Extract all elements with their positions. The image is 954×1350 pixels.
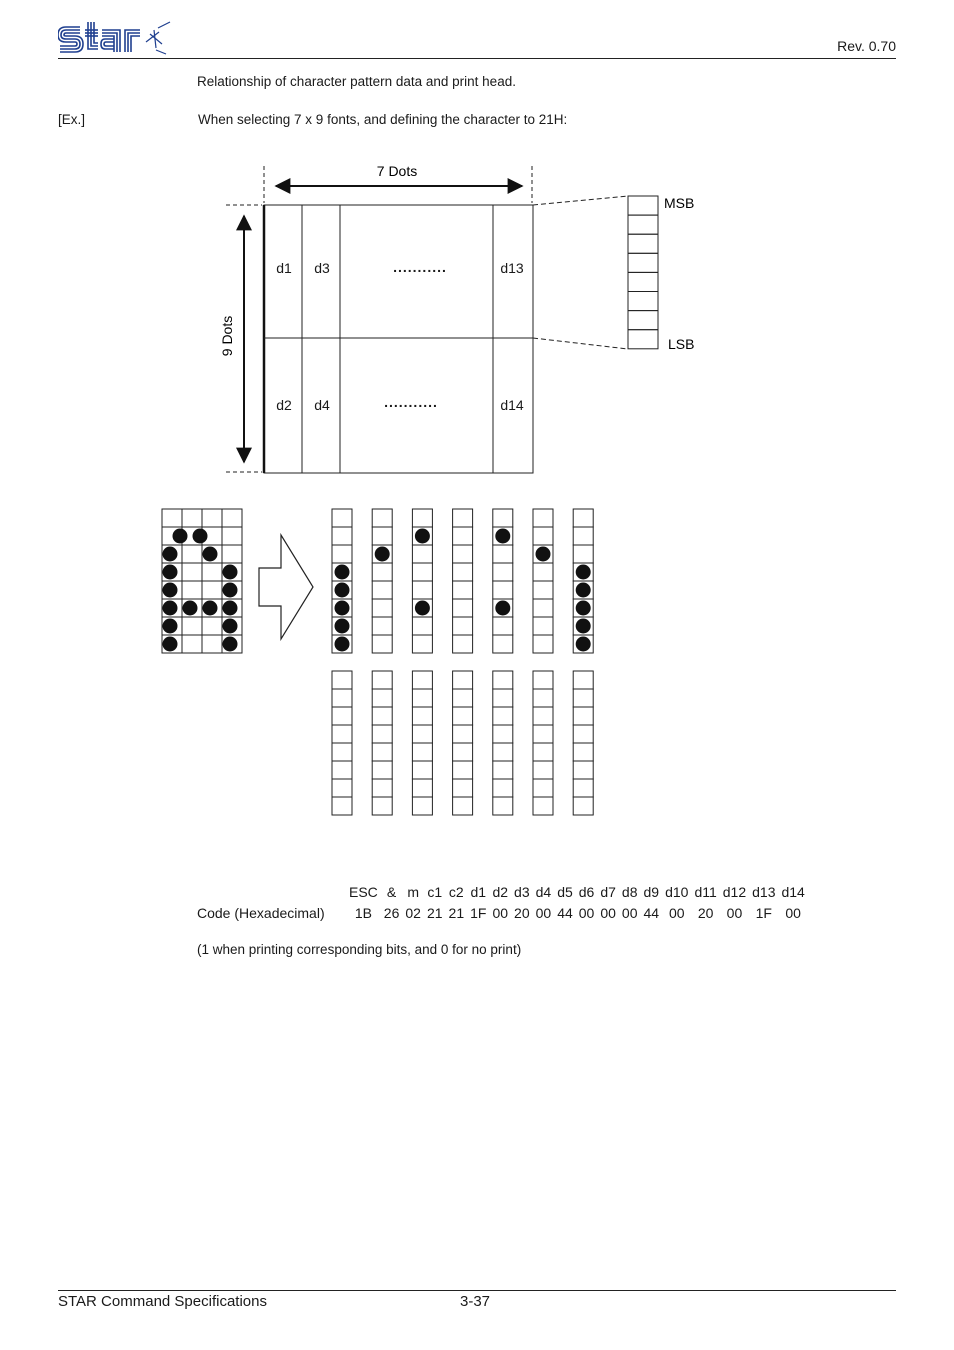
head-cell [493, 545, 513, 563]
bit-cell [628, 272, 658, 291]
bit-cell [628, 215, 658, 234]
command-cell: c1 [427, 883, 443, 900]
head-cell [332, 689, 352, 707]
head-cell [493, 671, 513, 689]
footer-title: STAR Command Specifications [58, 1293, 267, 1310]
hex-cell: 1F [755, 904, 772, 921]
head-cell [453, 797, 473, 815]
glyph-dot [223, 565, 238, 580]
command-cell: d8 [621, 883, 638, 900]
hex-cell: 20 [697, 904, 714, 921]
command-cell: c2 [448, 883, 464, 900]
hex-cell: 44 [643, 904, 660, 921]
head-cell [372, 599, 392, 617]
projection-line-bottom [533, 338, 628, 349]
head-cell [372, 725, 392, 743]
head-dot [576, 601, 591, 616]
glyph-dot [163, 547, 178, 562]
head-dot [536, 547, 551, 562]
hex-cell: 00 [600, 904, 616, 921]
head-cell [332, 797, 352, 815]
hex-cell: 26 [383, 904, 400, 921]
glyph-dot [183, 601, 198, 616]
glyph-dot [163, 637, 178, 652]
head-cell [332, 761, 352, 779]
head-cell [412, 761, 432, 779]
command-cell: d5 [557, 883, 573, 900]
hex-cell: 44 [557, 904, 573, 921]
head-cell [453, 527, 473, 545]
command-cell: d3 [514, 883, 530, 900]
head-cell [412, 743, 432, 761]
head-cell [533, 761, 553, 779]
glyph-cell [182, 545, 202, 563]
head-cell [493, 581, 513, 599]
glyph-dot [223, 601, 238, 616]
head-cell [493, 509, 513, 527]
hex-cell: 00 [492, 904, 509, 921]
hex-cell: 1B [354, 904, 372, 921]
glyph-cell [182, 563, 202, 581]
revision-label: Rev. 0.70 [837, 38, 896, 54]
footer-rule [58, 1290, 896, 1291]
glyph-cell [222, 545, 242, 563]
head-columns-upper [332, 509, 593, 653]
glyph-dot [223, 619, 238, 634]
hex-cell: 00 [535, 904, 552, 921]
head-cell [372, 779, 392, 797]
head-cell [493, 743, 513, 761]
conversion-arrow [259, 535, 313, 639]
head-cell [573, 545, 593, 563]
cell-d4: d4 [314, 397, 330, 413]
glyph-dot [163, 619, 178, 634]
head-cell [372, 581, 392, 599]
glyph-dot [163, 583, 178, 598]
bit-cell [628, 330, 658, 349]
hex-row [197, 902, 808, 923]
head-cell [453, 761, 473, 779]
glyph-dot [173, 529, 188, 544]
head-dot [495, 601, 510, 616]
command-cell: d13 [752, 883, 776, 900]
glyph-cell [202, 509, 222, 527]
head-cell [453, 671, 473, 689]
head-cell [493, 617, 513, 635]
page-number: 3-37 [460, 1293, 491, 1310]
head-cell [573, 671, 593, 689]
head-cell [412, 509, 432, 527]
glyph-dot [163, 601, 178, 616]
head-cell [372, 527, 392, 545]
head-cell [332, 707, 352, 725]
head-cell [332, 779, 352, 797]
glyph-dot [223, 583, 238, 598]
head-cell [533, 797, 553, 815]
head-dot [335, 601, 350, 616]
hex-cell: 21 [448, 904, 465, 921]
hex-cell: 00 [668, 904, 685, 921]
bit-cell [628, 196, 658, 215]
hex-cell: 00 [785, 904, 801, 921]
glyph-dot [203, 547, 218, 562]
head-cell [412, 617, 432, 635]
head-cell [372, 509, 392, 527]
head-cell [453, 779, 473, 797]
command-row-label-spacer [197, 881, 346, 902]
hex-cell: 20 [514, 904, 530, 921]
head-cell [533, 635, 553, 653]
glyph-21h-grid [162, 509, 242, 653]
head-cell [533, 563, 553, 581]
head-cell [453, 617, 473, 635]
head-cell [372, 617, 392, 635]
head-columns-lower [332, 671, 593, 815]
head-cell [493, 797, 513, 815]
head-cell [453, 545, 473, 563]
glyph-cell [182, 617, 202, 635]
command-cell: d14 [781, 883, 805, 900]
lsb-label: LSB [668, 336, 695, 352]
cell-d14: d14 [500, 397, 524, 413]
byte-column [628, 196, 658, 349]
head-cell [372, 707, 392, 725]
glyph-cell [202, 635, 222, 653]
glyph-cell [182, 509, 202, 527]
head-cell [453, 689, 473, 707]
head-cell [412, 563, 432, 581]
glyph-cell [202, 563, 222, 581]
glyph-cell [222, 527, 242, 545]
head-cell [372, 635, 392, 653]
head-cell [453, 743, 473, 761]
command-cell: d10 [665, 883, 689, 900]
head-cell [573, 779, 593, 797]
head-cell [493, 689, 513, 707]
head-dot [576, 583, 591, 598]
command-cell: m [407, 883, 419, 900]
cell-d2: d2 [276, 397, 292, 413]
head-cell [412, 635, 432, 653]
width-label: 7 Dots [376, 163, 418, 179]
glyph-cell [222, 509, 242, 527]
head-cell [493, 779, 513, 797]
bit-cell [628, 253, 658, 272]
head-cell [412, 671, 432, 689]
head-cell [412, 707, 432, 725]
hex-cell: 02 [405, 904, 421, 921]
command-cell: d12 [722, 883, 747, 900]
glyph-cell [182, 581, 202, 599]
head-cell [372, 797, 392, 815]
head-cell [533, 707, 553, 725]
head-cell [573, 797, 593, 815]
head-cell [332, 725, 352, 743]
head-cell [493, 635, 513, 653]
head-cell [412, 725, 432, 743]
glyph-cell [202, 581, 222, 599]
head-dot [335, 619, 350, 634]
head-cell [332, 671, 352, 689]
top-ellipsis: ........... [393, 259, 447, 275]
head-cell [372, 761, 392, 779]
glyph-dot [163, 565, 178, 580]
head-cell [453, 707, 473, 725]
head-cell [332, 527, 352, 545]
glyph-dot [223, 637, 238, 652]
bit-cell [628, 311, 658, 330]
hex-cell: 00 [578, 904, 595, 921]
head-dot [375, 547, 390, 562]
hex-cell: 00 [726, 904, 743, 921]
head-dot [415, 529, 430, 544]
head-cell [412, 545, 432, 563]
glyph-dot [193, 529, 208, 544]
hex-cell: 21 [426, 904, 443, 921]
command-cell: d6 [578, 883, 595, 900]
command-cell: d9 [643, 883, 660, 900]
bit-note: (1 when printing corresponding bits, and 0 for no print) [197, 942, 522, 957]
glyph-cell [182, 635, 202, 653]
head-cell [533, 671, 553, 689]
command-cell: d2 [492, 883, 509, 900]
head-cell [533, 779, 553, 797]
head-dot [415, 601, 430, 616]
command-cell: d11 [694, 883, 717, 900]
command-cell: ESC [349, 883, 378, 900]
example-label: [Ex.] [58, 112, 86, 127]
height-label: 9 Dots [219, 315, 235, 357]
head-cell [372, 689, 392, 707]
bit-cell [628, 234, 658, 253]
head-dot [576, 619, 591, 634]
head-cell [412, 797, 432, 815]
head-cell [533, 617, 553, 635]
head-cell [453, 725, 473, 743]
head-cell [533, 527, 553, 545]
caption: Relationship of character pattern data and print head. [197, 74, 516, 89]
code-table [197, 881, 808, 923]
head-cell [573, 527, 593, 545]
head-cell [453, 581, 473, 599]
glyph-dot [203, 601, 218, 616]
head-cell [573, 743, 593, 761]
head-dot [576, 637, 591, 652]
head-dot [495, 529, 510, 544]
head-cell [453, 635, 473, 653]
head-cell [372, 743, 392, 761]
head-cell [453, 599, 473, 617]
cell-d1: d1 [276, 260, 292, 276]
cell-d13: d13 [500, 260, 524, 276]
head-cell [453, 563, 473, 581]
example-text: When selecting 7 x 9 fonts, and defining the character to 21H: [198, 112, 568, 127]
command-cell: & [386, 883, 397, 900]
head-dot [335, 583, 350, 598]
head-cell [533, 509, 553, 527]
head-cell [533, 581, 553, 599]
head-cell [493, 563, 513, 581]
head-cell [412, 779, 432, 797]
head-cell [533, 689, 553, 707]
msb-label: MSB [664, 195, 695, 211]
bottom-ellipsis: ........... [384, 394, 438, 410]
head-dot [576, 565, 591, 580]
hex-cell: 00 [621, 904, 638, 921]
hex-row-label: Code (Hexadecimal) [197, 904, 325, 921]
head-cell [573, 689, 593, 707]
head-cell [412, 581, 432, 599]
head-cell [332, 509, 352, 527]
head-cell [533, 725, 553, 743]
hex-cell: 1F [470, 904, 487, 921]
command-cell: d4 [535, 883, 552, 900]
head-cell [453, 509, 473, 527]
head-cell [332, 545, 352, 563]
head-cell [573, 707, 593, 725]
head-cell [493, 761, 513, 779]
command-cell: d7 [600, 883, 616, 900]
head-cell [493, 707, 513, 725]
head-cell [372, 563, 392, 581]
cell-d3: d3 [314, 260, 330, 276]
head-cell [412, 689, 432, 707]
glyph-cell [202, 617, 222, 635]
command-cell: d1 [470, 883, 487, 900]
head-cell [573, 761, 593, 779]
bit-cell [628, 292, 658, 311]
head-cell [493, 725, 513, 743]
projection-line-top [533, 196, 628, 205]
head-dot [335, 565, 350, 580]
command-row [197, 881, 808, 902]
head-cell [372, 671, 392, 689]
head-cell [533, 743, 553, 761]
head-cell [533, 599, 553, 617]
head-cell [332, 743, 352, 761]
head-dot [335, 637, 350, 652]
glyph-cell [162, 509, 182, 527]
head-cell [573, 509, 593, 527]
head-cell [573, 725, 593, 743]
